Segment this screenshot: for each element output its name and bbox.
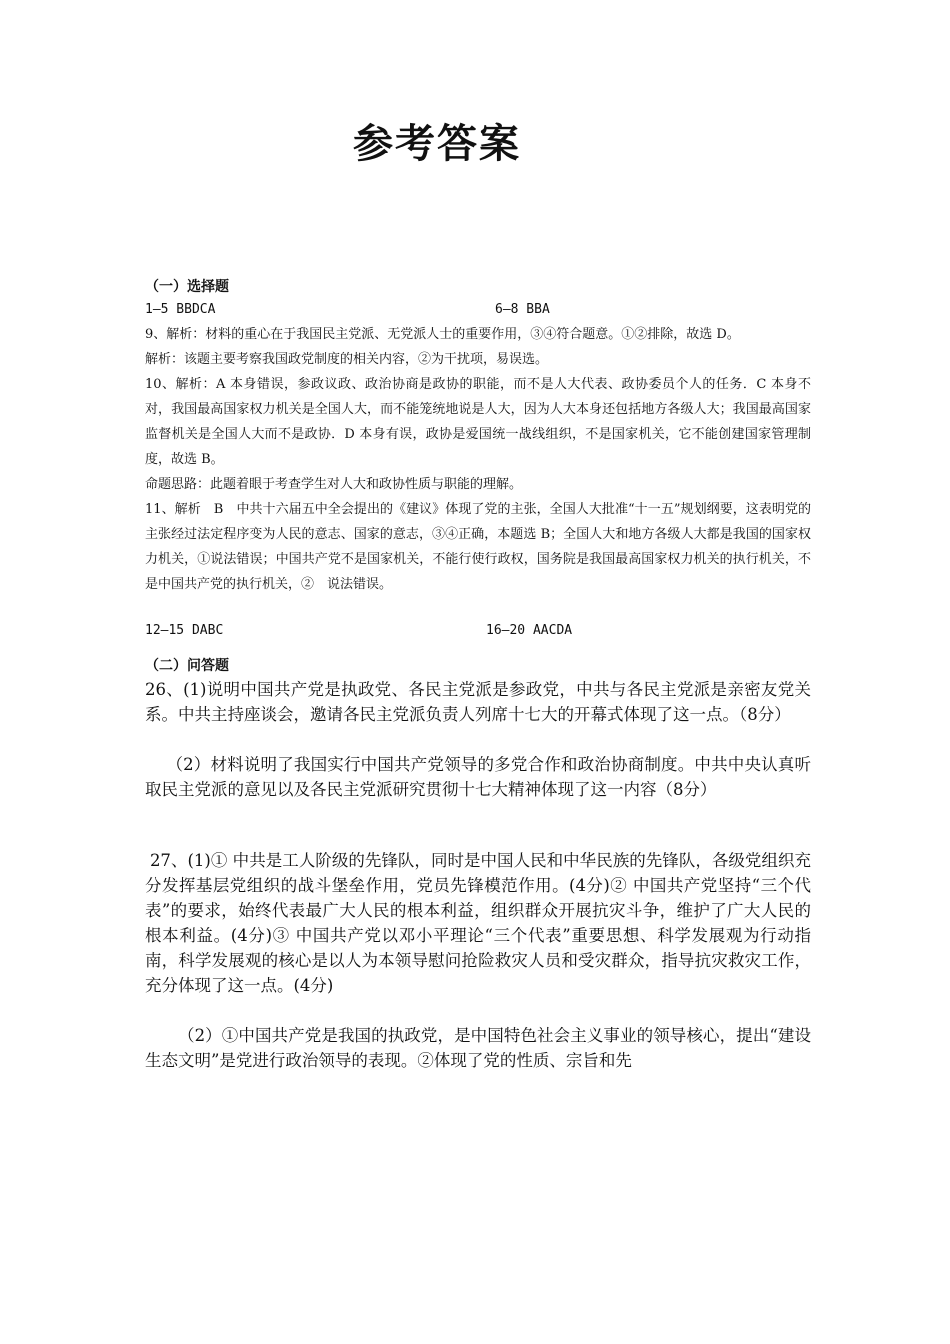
question-10-analysis: 10、解析：A 本身错误，参政议政、政治协商是政协的职能，而不是人大代表、政协委员个人的任务．C 本身不对，我国最高国家权力机关是全国人大，而不能笼统地说是人大，因为人大本身还包括地方各级人大；我国最高国家监督机关是全国人大而不是政协．D 本身有误，政协是爱国统一战线组织，不是国家机关，它不能创建国家管理制度，故选 B。 xyxy=(145,377,811,467)
section-heading-essay: （二）问答题 xyxy=(145,658,229,674)
answer-row-1 xyxy=(145,298,811,322)
answers-16-20: 16—20 AACDA xyxy=(486,623,573,638)
question-9-note: 解析：该题主要考察我国政党制度的相关内容，②为干扰项，易误选。 xyxy=(145,352,549,367)
question-27-part-2: （2）①中国共产党是我国的执政党，是中国特色社会主义事业的领导核心，提出“建设生态文明”是党进行政治领导的表现。②体现了党的性质、宗旨和先 xyxy=(145,1026,811,1070)
question-26-part-1: 26、(1)说明中国共产党是执政党、各民主党派是参政党，中共与各民主党派是亲密友党关系。中共主持座谈会，邀请各民主党派负责人列席十七大的开幕式体现了这一点。（8分） xyxy=(145,680,811,724)
question-9-analysis: 9、解析：材料的重心在于我国民主党派、无党派人士的重要作用，③④符合题意。①②排除，故选 D。 xyxy=(145,327,740,342)
answers-6-8: 6—8 BBA xyxy=(495,302,550,317)
section-heading-choice: （一）选择题 xyxy=(145,279,229,295)
question-26-part-2: （2）材料说明了我国实行中国共产党领导的多党合作和政治协商制度。中共中央认真听取民主党派的意见以及各民主党派研究贯彻十七大精神体现了这一内容（8分） xyxy=(145,755,811,799)
page-title: 参考答案 xyxy=(353,121,521,167)
answer-row-2 xyxy=(145,619,811,643)
question-27-part-1: 27、(1)① 中共是工人阶级的先锋队，同时是中国人民和中华民族的先锋队，各级党组织充分发挥基层党组织的战斗堡垒作用，党员先锋模范作用。(4分)② 中国共产党坚持“三个代表”的要求，始终代表最广大人民的根本利益，组织群众开展抗灾斗争，维护了广大人民的根本利益。(4分)③ 中国共产党以邓小平理论“三个代表”重要思想、科学发展观为行动指南，科学发展观的核心是以人为本领导慰问抢险救灾人员和受灾群众，指导抗灾救灾工作，充分体现了这一点。(4分) xyxy=(145,851,811,995)
document-body xyxy=(145,276,811,1073)
answers-1-5: 1—5 BBDCA xyxy=(145,302,216,317)
question-11-analysis: 11、解析 B 中共十六届五中全会提出的《建议》体现了党的主张，全国人大批准“十一五”规划纲要，这表明党的主张经过法定程序变为人民的意志、国家的意志，③④正确，本题选 B；全国人大和地方各级人大都是我国的国家权力机关，①说法错误；中国共产党不是国家机关，不能行使行政权，国务院是我国最高国家权力机关的执行机关，不是中国共产党的执行机关，② 说法错误。 xyxy=(145,502,811,592)
question-10-note: 命题思路：此题着眼于考查学生对人大和政协性质与职能的理解。 xyxy=(145,477,523,492)
answers-12-15: 12—15 DABC xyxy=(145,623,224,638)
